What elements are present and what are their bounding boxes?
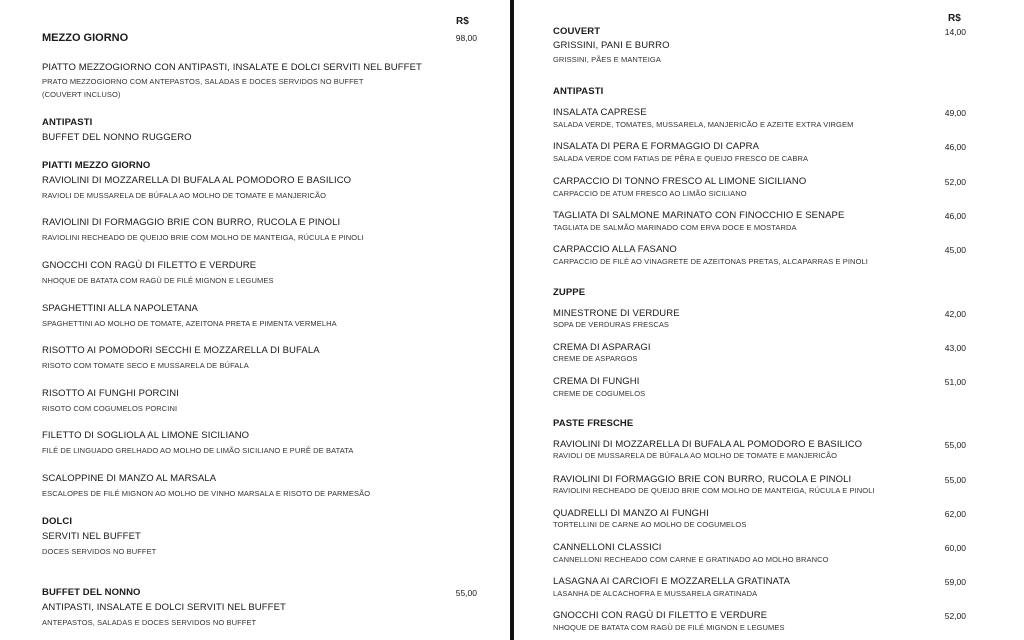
dish-description: LASANHA DE ALCACHOFRA E MUSSARELA GRATINADA bbox=[553, 589, 758, 598]
couvert-header: COUVERT bbox=[553, 26, 601, 37]
paste-fresche-header: PASTE FRESCHE bbox=[553, 418, 634, 429]
dish-description: RISOTO COM COGUMELOS PORCINI bbox=[42, 404, 178, 413]
dish-description: CREME DE ASPARGOS bbox=[553, 354, 638, 363]
dolci-description: DOCES SERVIDOS NO BUFFET bbox=[42, 547, 157, 556]
dish-price: 55,00 bbox=[944, 440, 966, 450]
dish-description: NHOQUE DE BATATA COM RAGÙ DE FILÉ MIGNON E LEGUMES bbox=[553, 623, 785, 632]
dish-price: 52,00 bbox=[944, 177, 966, 187]
price-couvert: 14,00 bbox=[944, 27, 966, 37]
dish-price: 43,00 bbox=[944, 343, 966, 353]
dish-description: RAVIOLINI RECHEADO DE QUEIJO BRIE COM MOLHO DE MANTEIGA, RÚCULA E PINOLI bbox=[553, 486, 875, 495]
dish-description: ESCALOPES DE FILÉ MIGNON AO MOLHO DE VINHO MARSALA E RISOTO DE PARMESÃO bbox=[42, 489, 371, 498]
dish-description: CANNELLONI RECHEADO COM CARNE E GRATINADO AO MOLHO BRANCO bbox=[553, 555, 829, 564]
couvert-description: GRISSINI, PÃES E MANTEIGA bbox=[553, 55, 661, 64]
zuppe-header: ZUPPE bbox=[553, 287, 586, 298]
dish-price: 60,00 bbox=[944, 543, 966, 553]
dish-description: TAGLIATA DE SALMÃO MARINADO COM ERVA DOCE E MOSTARDA bbox=[553, 223, 797, 232]
section-title-mezzo-giorno: MEZZO GIORNO bbox=[42, 32, 129, 44]
menu-page-left bbox=[0, 0, 510, 640]
currency-label: R$ bbox=[456, 16, 469, 27]
dish-price: 51,00 bbox=[944, 377, 966, 387]
dish-price: 45,00 bbox=[944, 245, 966, 255]
dish-name: INSALATA CAPRESE bbox=[553, 107, 647, 118]
dish-description: RAVIOLINI RECHEADO DE QUEIJO BRIE COM MOLHO DE MANTEIGA, RÚCULA E PINOLI bbox=[42, 233, 364, 242]
antipasti-header: ANTIPASTI bbox=[553, 86, 604, 97]
price-mezzo-giorno: 98,00 bbox=[455, 33, 477, 43]
piatto-couvert-note: (COUVERT INCLUSO) bbox=[42, 90, 121, 99]
dish-name: SPAGHETTINI ALLA NAPOLETANA bbox=[42, 303, 198, 314]
dish-description: NHOQUE DE BATATA COM RAGÙ DE FILÉ MIGNON E LEGUMES bbox=[42, 276, 274, 285]
dolci-header: DOLCI bbox=[42, 516, 73, 527]
dish-price: 42,00 bbox=[944, 309, 966, 319]
dish-name: GNOCCHI CON RAGÙ DI FILETTO E VERDURE bbox=[553, 610, 768, 621]
dish-price: 46,00 bbox=[944, 142, 966, 152]
dish-price: 52,00 bbox=[944, 611, 966, 621]
piatti-header: PIATTI MEZZO GIORNO bbox=[42, 160, 151, 171]
antipasti-header: ANTIPASTI bbox=[42, 117, 93, 128]
dish-description: SOPA DE VERDURAS FRESCAS bbox=[553, 320, 670, 329]
dish-description: TORTELLINI DE CARNE AO MOLHO DE COGUMELOS bbox=[553, 520, 747, 529]
dish-name: CANNELLONI CLASSICI bbox=[553, 542, 662, 553]
dish-name: CREMA DI ASPARAGI bbox=[553, 342, 651, 353]
dish-name: RAVIOLINI DI MOZZARELLA DI BUFALA AL POMODORO E BASILICO bbox=[42, 175, 352, 186]
currency-label: R$ bbox=[948, 13, 961, 24]
dish-name: SCALOPPINE DI MANZO AL MARSALA bbox=[42, 473, 217, 484]
dish-price: 55,00 bbox=[944, 475, 966, 485]
dish-name: RISOTTO AI FUNGHI PORCINI bbox=[42, 388, 179, 399]
dish-name: RAVIOLINI DI MOZZARELLA DI BUFALA AL POMODORO E BASILICO bbox=[553, 439, 863, 450]
dish-description: CARPACCIO DE FILÉ AO VINAGRETE DE AZEITONAS PRETAS, ALCAPARRAS E PINOLI bbox=[553, 257, 868, 266]
dish-name: TAGLIATA DI SALMONE MARINATO CON FINOCCHIO E SENAPE bbox=[553, 210, 845, 221]
dish-description: RAVIOLI DE MUSSARELA DE BÚFALA AO MOLHO DE TOMATE E MANJERICÃO bbox=[553, 451, 838, 460]
dish-name: RISOTTO AI POMODORI SECCHI E MOZZARELLA DI BUFALA bbox=[42, 345, 320, 356]
menu-page-right bbox=[514, 0, 1024, 640]
dish-description: SPAGHETTINI AO MOLHO DE TOMATE, AZEITONA PRETA E PIMENTA VERMELHA bbox=[42, 319, 337, 328]
dish-description: CREME DE COGUMELOS bbox=[553, 389, 646, 398]
dish-description: RAVIOLI DE MUSSARELA DE BÚFALA AO MOLHO DE TOMATE E MANJERICÃO bbox=[42, 191, 327, 200]
dish-name: LASAGNA AI CARCIOFI E MOZZARELLA GRATINATA bbox=[553, 576, 791, 587]
dish-name: RAVIOLINI DI FORMAGGIO BRIE CON BURRO, RUCOLA E PINOLI bbox=[553, 474, 852, 485]
dish-description: CARPACCIO DE ATUM FRESCO AO LIMÃO SICILIANO bbox=[553, 189, 747, 198]
dish-name: GNOCCHI CON RAGÙ DI FILETTO E VERDURE bbox=[42, 260, 257, 271]
buffet-item: ANTIPASTI, INSALATE E DOLCI SERVITI NEL BUFFET bbox=[42, 602, 286, 613]
dish-price: 59,00 bbox=[944, 577, 966, 587]
buffet-title: BUFFET DEL NONNO bbox=[42, 587, 141, 598]
dish-price: 46,00 bbox=[944, 211, 966, 221]
dish-name: FILETTO DI SOGLIOLA AL LIMONE SICILIANO bbox=[42, 430, 250, 441]
dish-name: RAVIOLINI DI FORMAGGIO BRIE CON BURRO, RUCOLA E PINOLI bbox=[42, 217, 341, 228]
piatto-line-it: PIATTO MEZZOGIORNO CON ANTIPASTI, INSALATE E DOLCI SERVITI NEL BUFFET bbox=[42, 62, 422, 73]
dish-description: FILÉ DE LINGUADO GRELHADO AO MOLHO DE LIMÃO SICILIANO E PURÊ DE BATATA bbox=[42, 446, 354, 455]
dish-name: CARPACCIO DI TONNO FRESCO AL LIMONE SICILIANO bbox=[553, 176, 807, 187]
antipasti-item: BUFFET DEL NONNO RUGGERO bbox=[42, 132, 192, 143]
dish-description: SALADA VERDE, TOMATES, MUSSARELA, MANJERICÃO E AZEITE EXTRA VIRGEM bbox=[553, 120, 854, 129]
couvert-item: GRISSINI, PANI E BURRO bbox=[553, 40, 670, 51]
price-buffet: 55,00 bbox=[455, 588, 477, 598]
dish-name: CREMA DI FUNGHI bbox=[553, 376, 640, 387]
dolci-item: SERVITI NEL BUFFET bbox=[42, 531, 141, 542]
dish-description: SALADA VERDE COM FATIAS DE PÊRA E QUEIJO FRESCO DE CABRA bbox=[553, 154, 809, 163]
dish-price: 49,00 bbox=[944, 108, 966, 118]
piatto-line-pt: PRATO MEZZOGIORNO COM ANTEPASTOS, SALADAS E DOCES SERVIDOS NO BUFFET bbox=[42, 77, 364, 86]
dish-description: RISOTO COM TOMATE SECO E MUSSARELA DE BÚFALA bbox=[42, 361, 249, 370]
dish-price: 62,00 bbox=[944, 509, 966, 519]
dish-name: MINESTRONE DI VERDURE bbox=[553, 308, 680, 319]
dish-name: QUADRELLI DI MANZO AI FUNGHI bbox=[553, 508, 709, 519]
buffet-description: ANTEPASTOS, SALADAS E DOCES SERVIDOS NO BUFFET bbox=[42, 618, 257, 627]
dish-name: INSALATA DI PERA E FORMAGGIO DI CAPRA bbox=[553, 141, 760, 152]
dish-name: CARPACCIO ALLA FASANO bbox=[553, 244, 677, 255]
